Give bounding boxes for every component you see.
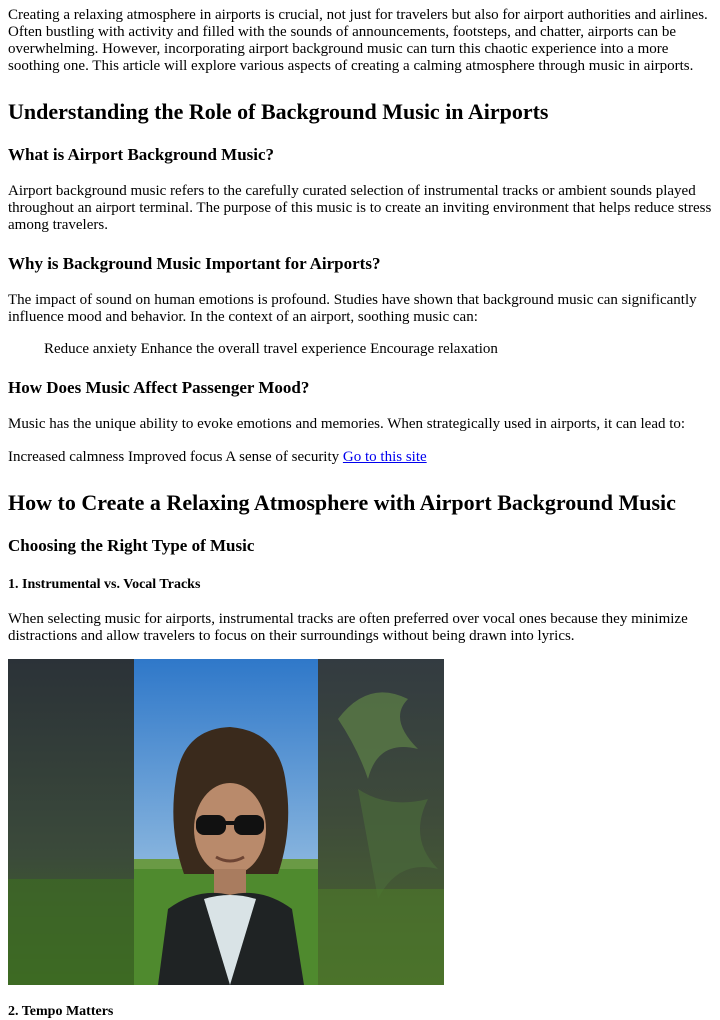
photo-image: [8, 659, 444, 985]
paragraph-effects: [8, 449, 712, 466]
subheading-tempo: 2. Tempo Matters: [8, 1004, 114, 1019]
subheading-choosing-music: Choosing the Right Type of Music: [8, 536, 255, 555]
subheading-why-important: Why is Background Music Important for Airports?: [8, 254, 381, 273]
subheading-what-is: What is Airport Background Music?: [8, 145, 275, 164]
subheading-passenger-mood: How Does Music Affect Passenger Mood?: [8, 378, 310, 397]
subheading-instrumental-vs-vocal: 1. Instrumental vs. Vocal Tracks: [8, 577, 201, 592]
paragraph-what-is: Airport background music refers to the carefully curated selection of instrumental tracks or ambient sounds played throughout an airport terminal. The purpose of this music is to create an inviting environment that helps reduce stress among travelers.: [8, 183, 712, 233]
article-photo: [8, 659, 444, 985]
section-heading-role: Understanding the Role of Background Music in Airports: [8, 99, 549, 124]
paragraph-passenger-mood: Music has the unique ability to evoke emotions and memories. When strategically used in airports, it can lead to:: [8, 416, 686, 432]
intro-paragraph: Creating a relaxing atmosphere in airports is crucial, not just for travelers but also for airport authorities and airlines. Often bustling with activity and filled with the sounds of announcements, footsteps, and chatter, airports can be overwhelming. However, incorporating airport background music can turn this chaotic experience into a more soothing one. This article will explore various aspects of creating a calming atmosphere through music in airports.: [8, 7, 708, 74]
list-benefits: Reduce anxiety Enhance the overall travel experience Encourage relaxation: [44, 341, 498, 357]
paragraph-instrumental: When selecting music for airports, instrumental tracks are often preferred over vocal ones because they minimize distractions and allow travelers to focus on their surroundings without being drawn into lyrics.: [8, 611, 688, 644]
go-to-site-link[interactable]: Go to this site: [342, 449, 427, 465]
effects-text: Increased calmness Improved focus A sense of security: [8, 449, 343, 465]
paragraph-why-important: The impact of sound on human emotions is profound. Studies have shown that background music can significantly influence mood and behavior. In the context of an airport, soothing music can:: [8, 292, 697, 325]
section-heading-create: How to Create a Relaxing Atmosphere with Airport Background Music: [8, 490, 676, 515]
